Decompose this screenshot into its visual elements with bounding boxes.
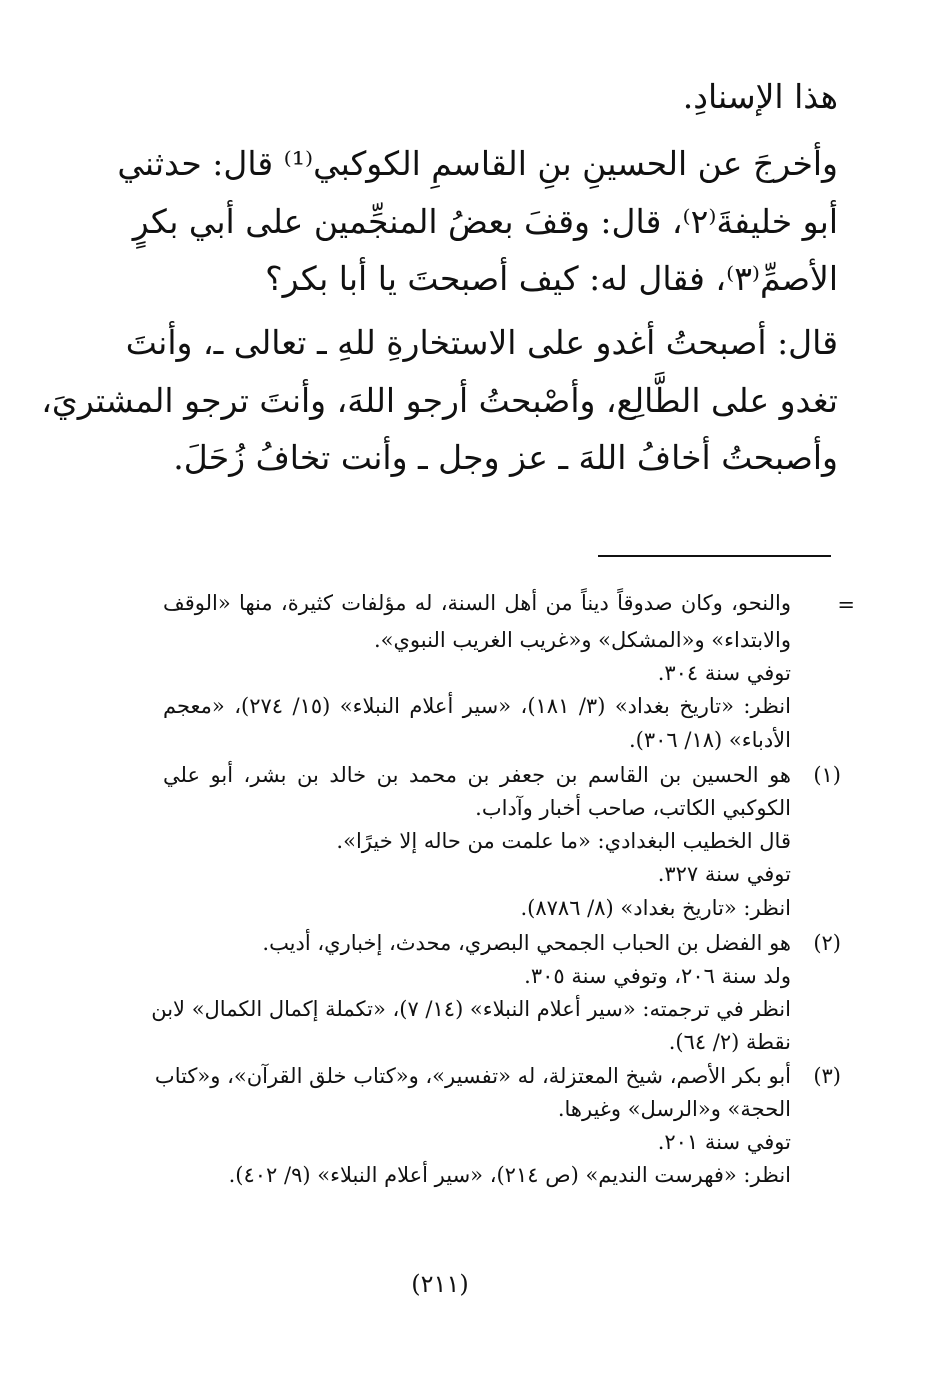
main-text-line: وأخرجَ عن الحسينِ بنِ القاسمِ الكوكبي⁽¹⁾ قال: حدثني <box>117 144 838 183</box>
page-number: (٢١١) <box>411 1270 469 1298</box>
footnote-line: والابتداء» و«المشكل» و«غريب الغريب النبوي». <box>373 628 791 652</box>
footnote-line: توفي سنة ٣٠٤. <box>657 661 791 685</box>
footnote-continuation-mark: = <box>837 593 855 617</box>
main-text-line: تغدو على الطَّالِع، وأصْبحتُ أرجو اللهَ، وأنتَ ترجو المشتريَ، <box>41 381 838 420</box>
main-text-line: الأصمِّ⁽٣⁾، فقال له: كيف أصبحتَ يا أبا بكر؟ <box>265 259 838 298</box>
footnote-line: انظر: «تاريخ بغداد» (٣/ ١٨١)، «سير أعلام النبلاء» (١٥/ ٢٧٤)، «معجم <box>163 694 791 718</box>
main-text-line: وأصبحتُ أخافُ اللهَ ـ عز وجل ـ وأنت تخافُ زُحَلَ. <box>173 438 838 477</box>
footnote-number: (٢) <box>813 931 841 955</box>
footnote-line: توفي سنة ٢٠١. <box>657 1130 791 1154</box>
footnote-line: انظر: «تاريخ بغداد» (٨/ ٨٧٨٦). <box>520 896 791 920</box>
footnote-number: (٣) <box>813 1064 841 1088</box>
main-text-line: قال: أصبحتُ أغدو على الاستخارةِ للهِ ـ تعالى ـ، وأنتَ <box>125 323 838 362</box>
footnote-separator <box>598 555 831 557</box>
footnote-line: قال الخطيب البغدادي: «ما علمت من حاله إلا خيرًا». <box>336 829 791 853</box>
main-text-line: هذا الإسنادِ. <box>682 77 838 116</box>
footnote-line: ولد سنة ٢٠٦، وتوفي سنة ٣٠٥. <box>524 964 791 988</box>
main-text-line: أبو خليفةَ⁽٢⁾، قال: وقفَ بعضُ المنجِّمين على أبي بكرٍ <box>132 202 838 241</box>
footnote-number: (١) <box>813 763 841 787</box>
footnote-line: والنحو، وكان صدوقاً ديناً من أهل السنة، له مؤلفات كثيرة، منها «الوقف <box>163 591 791 615</box>
footnote-line: توفي سنة ٣٢٧. <box>657 862 791 886</box>
footnote-line: الحجة» و«الرسل» وغيرها. <box>557 1097 791 1121</box>
footnote-line: الأدباء» (١٨/ ٣٠٦). <box>628 728 791 752</box>
footnote-line: انظر: «فهرست النديم» (ص ٢١٤)، «سير أعلام النبلاء» (٩/ ٤٠٢). <box>228 1163 791 1187</box>
footnote-line: أبو بكر الأصم، شيخ المعتزلة، له «تفسير»، و«كتاب خلق القرآن»، و«كتاب <box>154 1064 791 1088</box>
footnote-line: الكوكبي الكاتب، صاحب أخبار وآداب. <box>475 796 791 820</box>
footnote-line: هو الفضل بن الحباب الجمحي البصري، محدث، إخباري، أديب. <box>262 931 791 955</box>
footnote-line: هو الحسين بن القاسم بن جعفر بن محمد بن خالد بن بشر، أبو علي <box>163 763 791 787</box>
footnote-line: نقطة (٢/ ٦٤). <box>668 1030 791 1054</box>
footnote-line: انظر في ترجمته: «سير أعلام النبلاء» (١٤/ ٧)، «تكملة إكمال الكمال» لابن <box>151 997 791 1021</box>
